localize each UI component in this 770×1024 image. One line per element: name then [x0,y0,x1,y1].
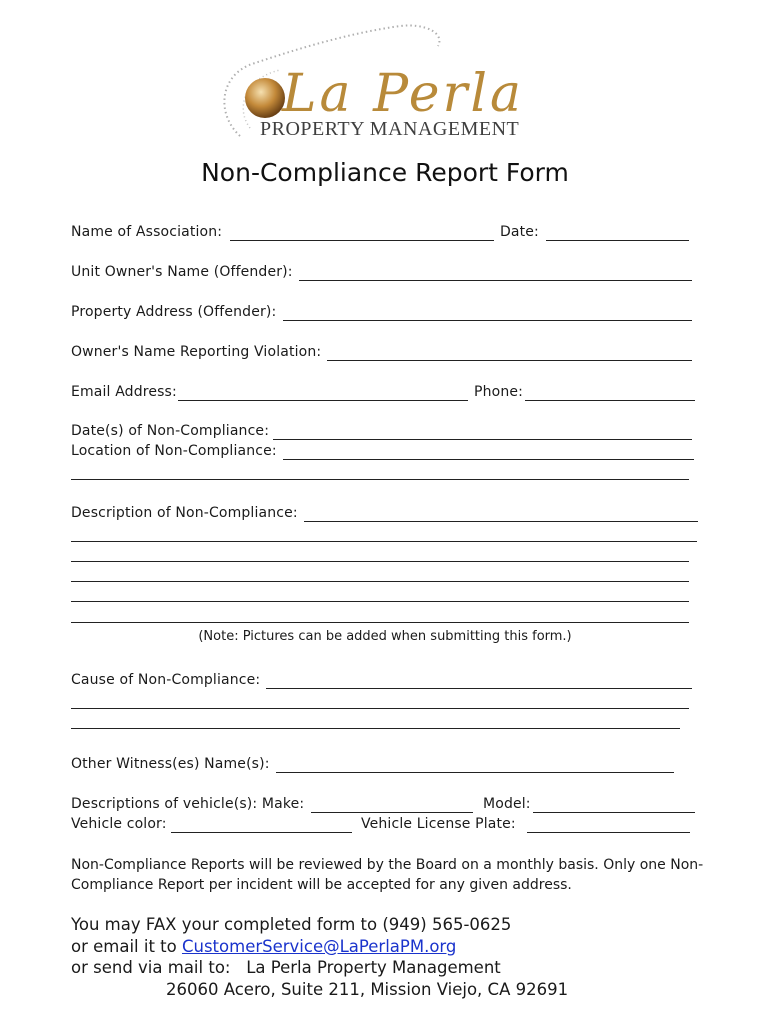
date-label: Date: [500,224,539,240]
association-field[interactable] [230,240,494,241]
unit-owner-field[interactable] [299,280,692,281]
description-line[interactable] [71,601,689,602]
page-title: Non-Compliance Report Form [201,158,569,187]
reporting-owner-field[interactable] [327,360,692,361]
noncompliance-location-label: Location of Non-Compliance: [71,443,277,459]
logo-name: La Perla [282,64,524,124]
phone-field[interactable] [525,400,695,401]
description-label: Description of Non-Compliance: [71,505,298,521]
noncompliance-dates-label: Date(s) of Non-Compliance: [71,423,270,439]
description-line[interactable] [71,561,689,562]
noncompliance-dates-field[interactable] [273,439,692,440]
license-plate-field[interactable] [527,832,690,833]
phone-label: Phone: [474,384,523,400]
description-line[interactable] [71,622,689,623]
noncompliance-location-field[interactable] [283,459,694,460]
vehicle-model-field[interactable] [533,812,695,813]
cause-line[interactable] [71,708,689,709]
property-address-field[interactable] [283,320,692,321]
company-logo [210,18,570,148]
fax-line: You may FAX your completed form to (949) 565-0625 [71,915,512,934]
cause-label: Cause of Non-Compliance: [71,672,261,688]
description-line[interactable] [71,541,697,542]
description-line[interactable] [71,581,689,582]
email-label: Email Address: [71,384,177,400]
license-plate-label: Vehicle License Plate: [361,816,516,832]
witnesses-field[interactable] [276,772,674,773]
email-field[interactable] [178,400,468,401]
date-field[interactable] [546,240,689,241]
reporting-owner-label: Owner's Name Reporting Violation: [71,344,322,360]
witnesses-label: Other Witness(es) Name(s): [71,756,270,772]
mail-line: or send via mail to: La Perla Property Management [71,958,501,977]
mailing-address: 26060 Acero, Suite 211, Mission Viejo, CA 92691 [166,979,569,999]
review-policy-text: Non-Compliance Reports will be reviewed by the Board on a monthly basis. Only one Non-Compliance Report per incident will be accepted for any given address. [71,857,704,893]
vehicle-make-label: Descriptions of vehicle(s): Make: [71,796,305,812]
vehicle-color-label: Vehicle color: [71,816,167,832]
email-link[interactable]: CustomerService@LaPerlaPM.org [181,936,457,956]
cause-line[interactable] [71,728,680,729]
cause-field[interactable] [266,688,692,689]
pictures-note: (Note: Pictures can be added when submitting this form.) [198,629,572,644]
vehicle-model-label: Model: [483,796,531,812]
association-label: Name of Association: [71,224,223,240]
property-address-label: Property Address (Offender): [71,304,277,320]
logo-subtitle: PROPERTY MANAGEMENT [260,118,520,140]
location-extra-line[interactable] [71,479,689,480]
vehicle-color-field[interactable] [171,832,352,833]
description-field[interactable] [304,521,698,522]
email-prefix: or email it to [71,936,182,956]
vehicle-make-field[interactable] [311,812,473,813]
unit-owner-label: Unit Owner's Name (Offender): [71,264,293,280]
email-line [71,936,456,958]
